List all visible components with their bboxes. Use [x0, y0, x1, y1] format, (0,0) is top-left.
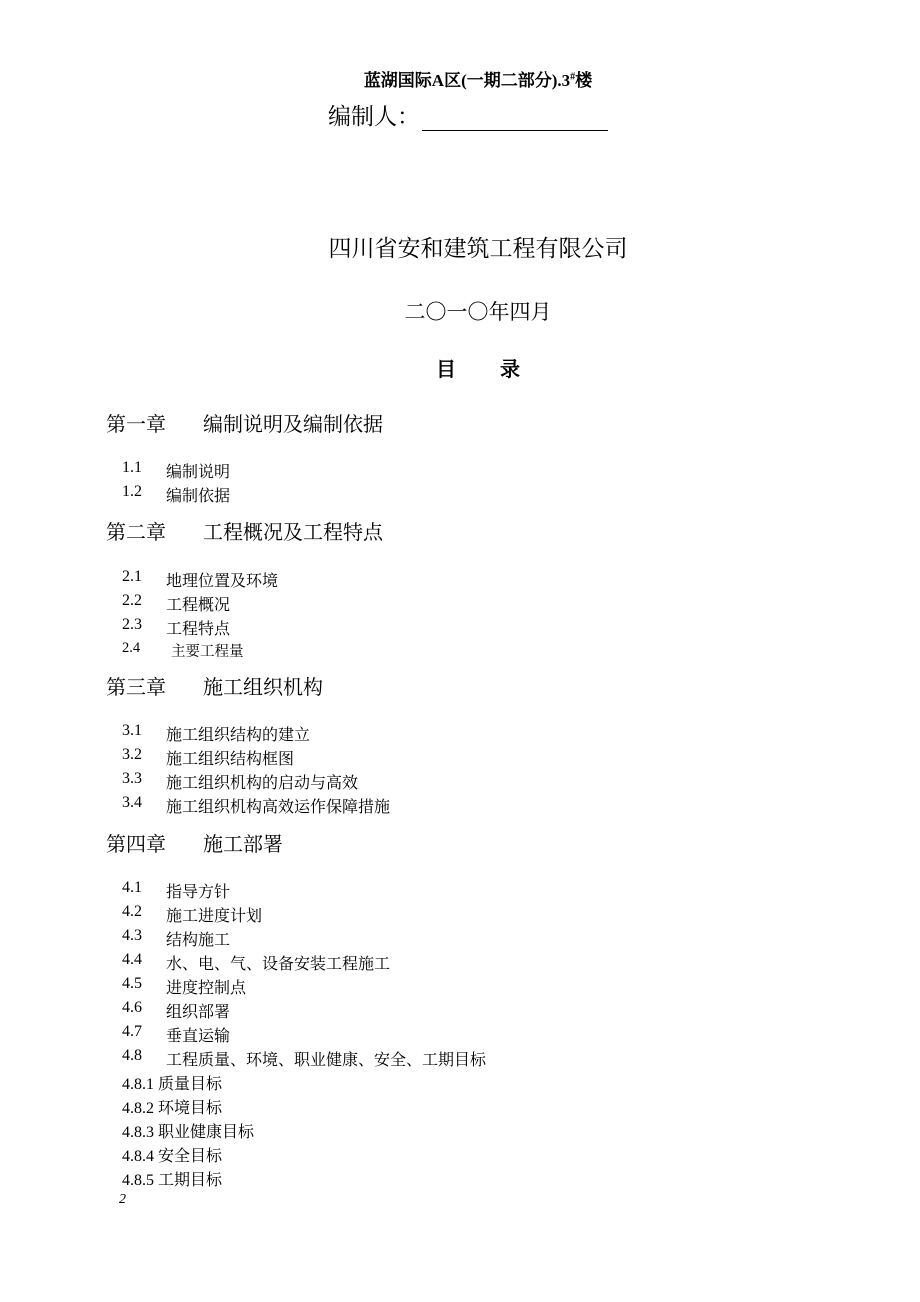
toc-item-2-3 [122, 616, 231, 638]
item-title: 地理位置及环境 [166, 573, 279, 590]
item-title: 施工组织机构的启动与高效 [166, 775, 359, 792]
item-title: 水、电、气、设备安装工程施工 [166, 956, 391, 973]
toc-item-4-1 [122, 879, 231, 901]
item-title: 垂直运输 [166, 1028, 231, 1045]
item-title: 进度控制点 [166, 980, 247, 997]
item-number: 4.1 [122, 879, 142, 896]
toc-item-4-2 [122, 903, 263, 925]
item-number: 4.3 [122, 927, 142, 944]
toc-chapter-3 [106, 671, 323, 700]
toc-chapter-2 [106, 516, 383, 545]
item-number: 3.4 [122, 794, 142, 811]
item-number: 3.2 [122, 746, 142, 763]
page-number: 2 [119, 1192, 126, 1207]
toc-subitem-4-8-5: 4.8.5 工期目标 [122, 1172, 223, 1189]
item-number: 2.2 [122, 592, 142, 609]
toc-item-2-4 [122, 640, 244, 660]
toc-item-3-1 [122, 722, 311, 744]
item-title: 工程质量、环境、职业健康、安全、工期目标 [166, 1052, 487, 1069]
toc-item-4-6 [122, 999, 231, 1021]
item-number: 4.5 [122, 975, 142, 992]
toc-item-1-2 [122, 483, 231, 505]
toc-item-4-3 [122, 927, 231, 949]
chapter-title: 施工组织机构 [203, 677, 323, 699]
item-number: 2.1 [122, 568, 142, 585]
editor-blank-line [422, 106, 608, 131]
item-title: 结构施工 [166, 932, 231, 949]
toc-subitem-4-8-1: 4.8.1 质量目标 [122, 1076, 223, 1093]
project-name [0, 66, 920, 91]
chapter-label: 第二章 [106, 522, 166, 544]
toc-item-4-5 [122, 975, 247, 997]
toc-item-2-1 [122, 568, 279, 590]
document-date: 二〇一〇年四月 [404, 300, 552, 324]
toc-item-3-2 [122, 746, 295, 768]
item-title: 编制依据 [166, 488, 231, 505]
toc-item-3-4 [122, 794, 391, 816]
toc-subitem-4-8-3: 4.8.3 职业健康目标 [122, 1124, 255, 1141]
item-number: 4.6 [122, 999, 142, 1016]
item-title: 施工进度计划 [166, 908, 263, 925]
chapter-title: 施工部署 [203, 834, 283, 856]
item-number: 3.1 [122, 722, 142, 739]
item-number: 3.3 [122, 770, 142, 787]
item-number: 4.2 [122, 903, 142, 920]
chapter-title: 编制说明及编制依据 [203, 414, 383, 436]
toc-chapter-1 [106, 408, 383, 437]
toc-item-2-2 [122, 592, 231, 614]
item-title: 施工组织结构框图 [166, 751, 295, 768]
project-name-suffix: 楼 [575, 71, 593, 90]
item-number: 1.1 [122, 459, 142, 476]
toc-item-4-4 [122, 951, 391, 973]
toc-subitem-4-8-4: 4.8.4 安全目标 [122, 1148, 223, 1165]
toc-item-4-8 [122, 1047, 487, 1069]
item-title: 主要工程量 [171, 644, 244, 660]
toc-item-1-1 [122, 459, 231, 481]
company-name: 四川省安和建筑工程有限公司 [328, 236, 628, 262]
item-number: 2.3 [122, 616, 142, 633]
item-title: 编制说明 [166, 464, 231, 481]
project-building-mark: # [570, 71, 576, 83]
item-title: 指导方针 [166, 884, 231, 901]
editor-line [328, 98, 608, 131]
toc-item-3-3 [122, 770, 359, 792]
item-number: 4.7 [122, 1023, 142, 1040]
item-title: 施工组织机构高效运作保障措施 [166, 799, 391, 816]
toc-subitem-4-8-2: 4.8.2 环境目标 [122, 1100, 223, 1117]
item-title: 工程特点 [166, 621, 231, 638]
item-number: 4.8 [122, 1047, 142, 1064]
toc-title-char-2: 录 [500, 359, 520, 381]
editor-label: 编制人： [328, 104, 420, 130]
chapter-label: 第四章 [106, 834, 166, 856]
toc-chapter-4 [106, 828, 283, 857]
chapter-title: 工程概况及工程特点 [203, 522, 383, 544]
item-number: 4.4 [122, 951, 142, 968]
toc-title [436, 353, 520, 382]
item-number: 1.2 [122, 483, 142, 500]
item-title: 工程概况 [166, 597, 231, 614]
project-name-text: 蓝湖国际A区(一期二部分).3 [363, 71, 571, 90]
chapter-label: 第三章 [106, 677, 166, 699]
item-number: 2.4 [122, 640, 141, 656]
item-title: 施工组织结构的建立 [166, 727, 311, 744]
toc-item-4-7 [122, 1023, 231, 1045]
chapter-label: 第一章 [106, 414, 166, 436]
item-title: 组织部署 [166, 1004, 231, 1021]
toc-title-char-1: 目 [436, 359, 456, 381]
